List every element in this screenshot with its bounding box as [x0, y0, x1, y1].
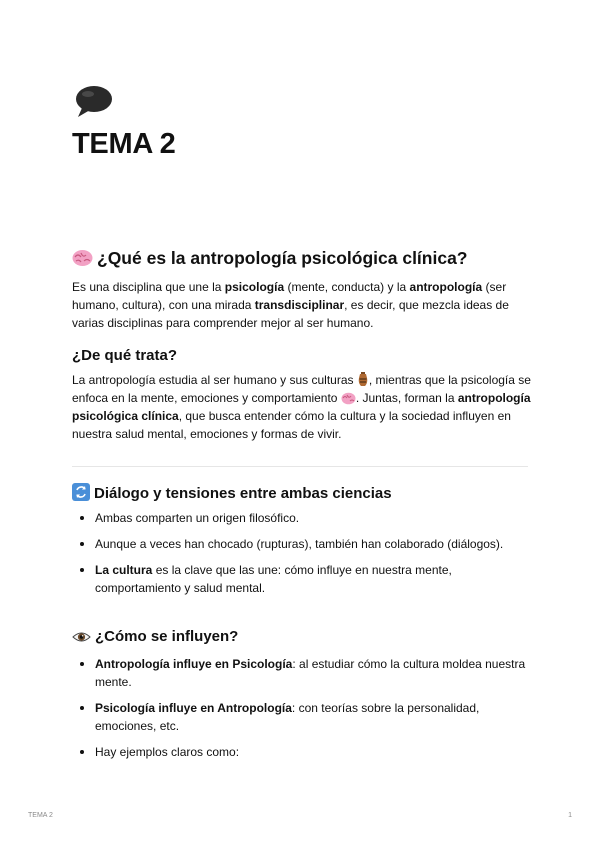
brain-icon: [341, 392, 356, 405]
page-title: TEMA 2: [72, 128, 176, 160]
bold-term: transdisciplinar: [254, 298, 345, 312]
list-item: [72, 655, 528, 691]
bullet-list: [72, 655, 528, 769]
text-run: (ser humano, cultura), con una mirada: [72, 280, 507, 312]
brain-icon: [72, 249, 93, 267]
bullet: [80, 516, 84, 520]
amphora-icon: [357, 372, 369, 387]
text-run: . Juntas, forman la: [355, 391, 458, 405]
section-heading-como-se-influyen: [72, 628, 238, 645]
list-item: [72, 535, 528, 553]
list-item-text: Ambas comparten un origen filosófico.: [95, 511, 300, 525]
eye-icon: [72, 630, 91, 644]
list-item-text: es la clave que las une: cómo influye en nuestra mente, comportamiento y salud mental.: [95, 563, 452, 595]
section-heading-de-que-trata: ¿De qué trata?: [72, 347, 178, 364]
text-run: , que busca entender cómo la cultura y la sociedad influyen en nuestra salud mental, emociones y formas de vivir.: [72, 409, 511, 441]
section-paragraph: [72, 278, 532, 332]
list-item-text: : con teorías sobre la personalidad, emociones, etc.: [95, 701, 480, 733]
bold-term: antropología psicológica clínica: [72, 391, 531, 423]
section-paragraph: [72, 371, 532, 443]
section-heading-que-es: [72, 248, 468, 269]
list-item: [72, 509, 528, 527]
list-item-bold: La cultura: [95, 563, 153, 577]
section-heading-dialogo: [72, 483, 392, 502]
list-item-text: Hay ejemplos claros como:: [95, 745, 240, 759]
footer-doc-title: TEMA 2: [28, 812, 53, 819]
bullet-list: [72, 509, 528, 605]
bold-term: psicología: [224, 280, 285, 294]
list-item-bold: Psicología influye en Antropología: [95, 701, 292, 715]
list-item: [72, 699, 528, 735]
text-run: , mientras que la psicología se enfoca en la mente, emociones y comportamiento: [72, 373, 531, 405]
bullet: [80, 750, 84, 754]
text-run: La antropología estudia al ser humano y sus culturas: [72, 373, 357, 387]
bullet: [80, 568, 84, 572]
bullet: [80, 542, 84, 546]
section-heading-text: ¿Cómo se influyen?: [95, 628, 239, 645]
section-heading-text: ¿Qué es la antropología psicológica clínica?: [97, 248, 468, 268]
bullet: [80, 662, 84, 666]
list-item: [72, 743, 528, 761]
list-item-text: : al estudiar cómo la cultura moldea nuestra mente.: [95, 657, 526, 689]
list-item-bold: Antropología influye en Psicología: [95, 657, 293, 671]
text-run: Es una disciplina que une la: [72, 280, 225, 294]
bullet: [80, 706, 84, 710]
arrows-cycle-icon: [72, 483, 90, 501]
section-heading-text: Diálogo y tensiones entre ambas ciencias: [94, 485, 392, 502]
footer-page-number: 1: [568, 812, 572, 819]
list-item: [72, 561, 528, 597]
text-run: (mente, conducta) y la: [284, 280, 410, 294]
list-item-text: Aunque a veces han chocado (rupturas), también han colaborado (diálogos).: [95, 537, 504, 551]
text-run: , es decir, que mezcla ideas de varias disciplinas para comprender mejor al ser humano.: [72, 298, 509, 330]
speech-bubble-icon: [74, 84, 114, 118]
bold-term: antropología: [409, 280, 483, 294]
divider: [72, 466, 528, 467]
